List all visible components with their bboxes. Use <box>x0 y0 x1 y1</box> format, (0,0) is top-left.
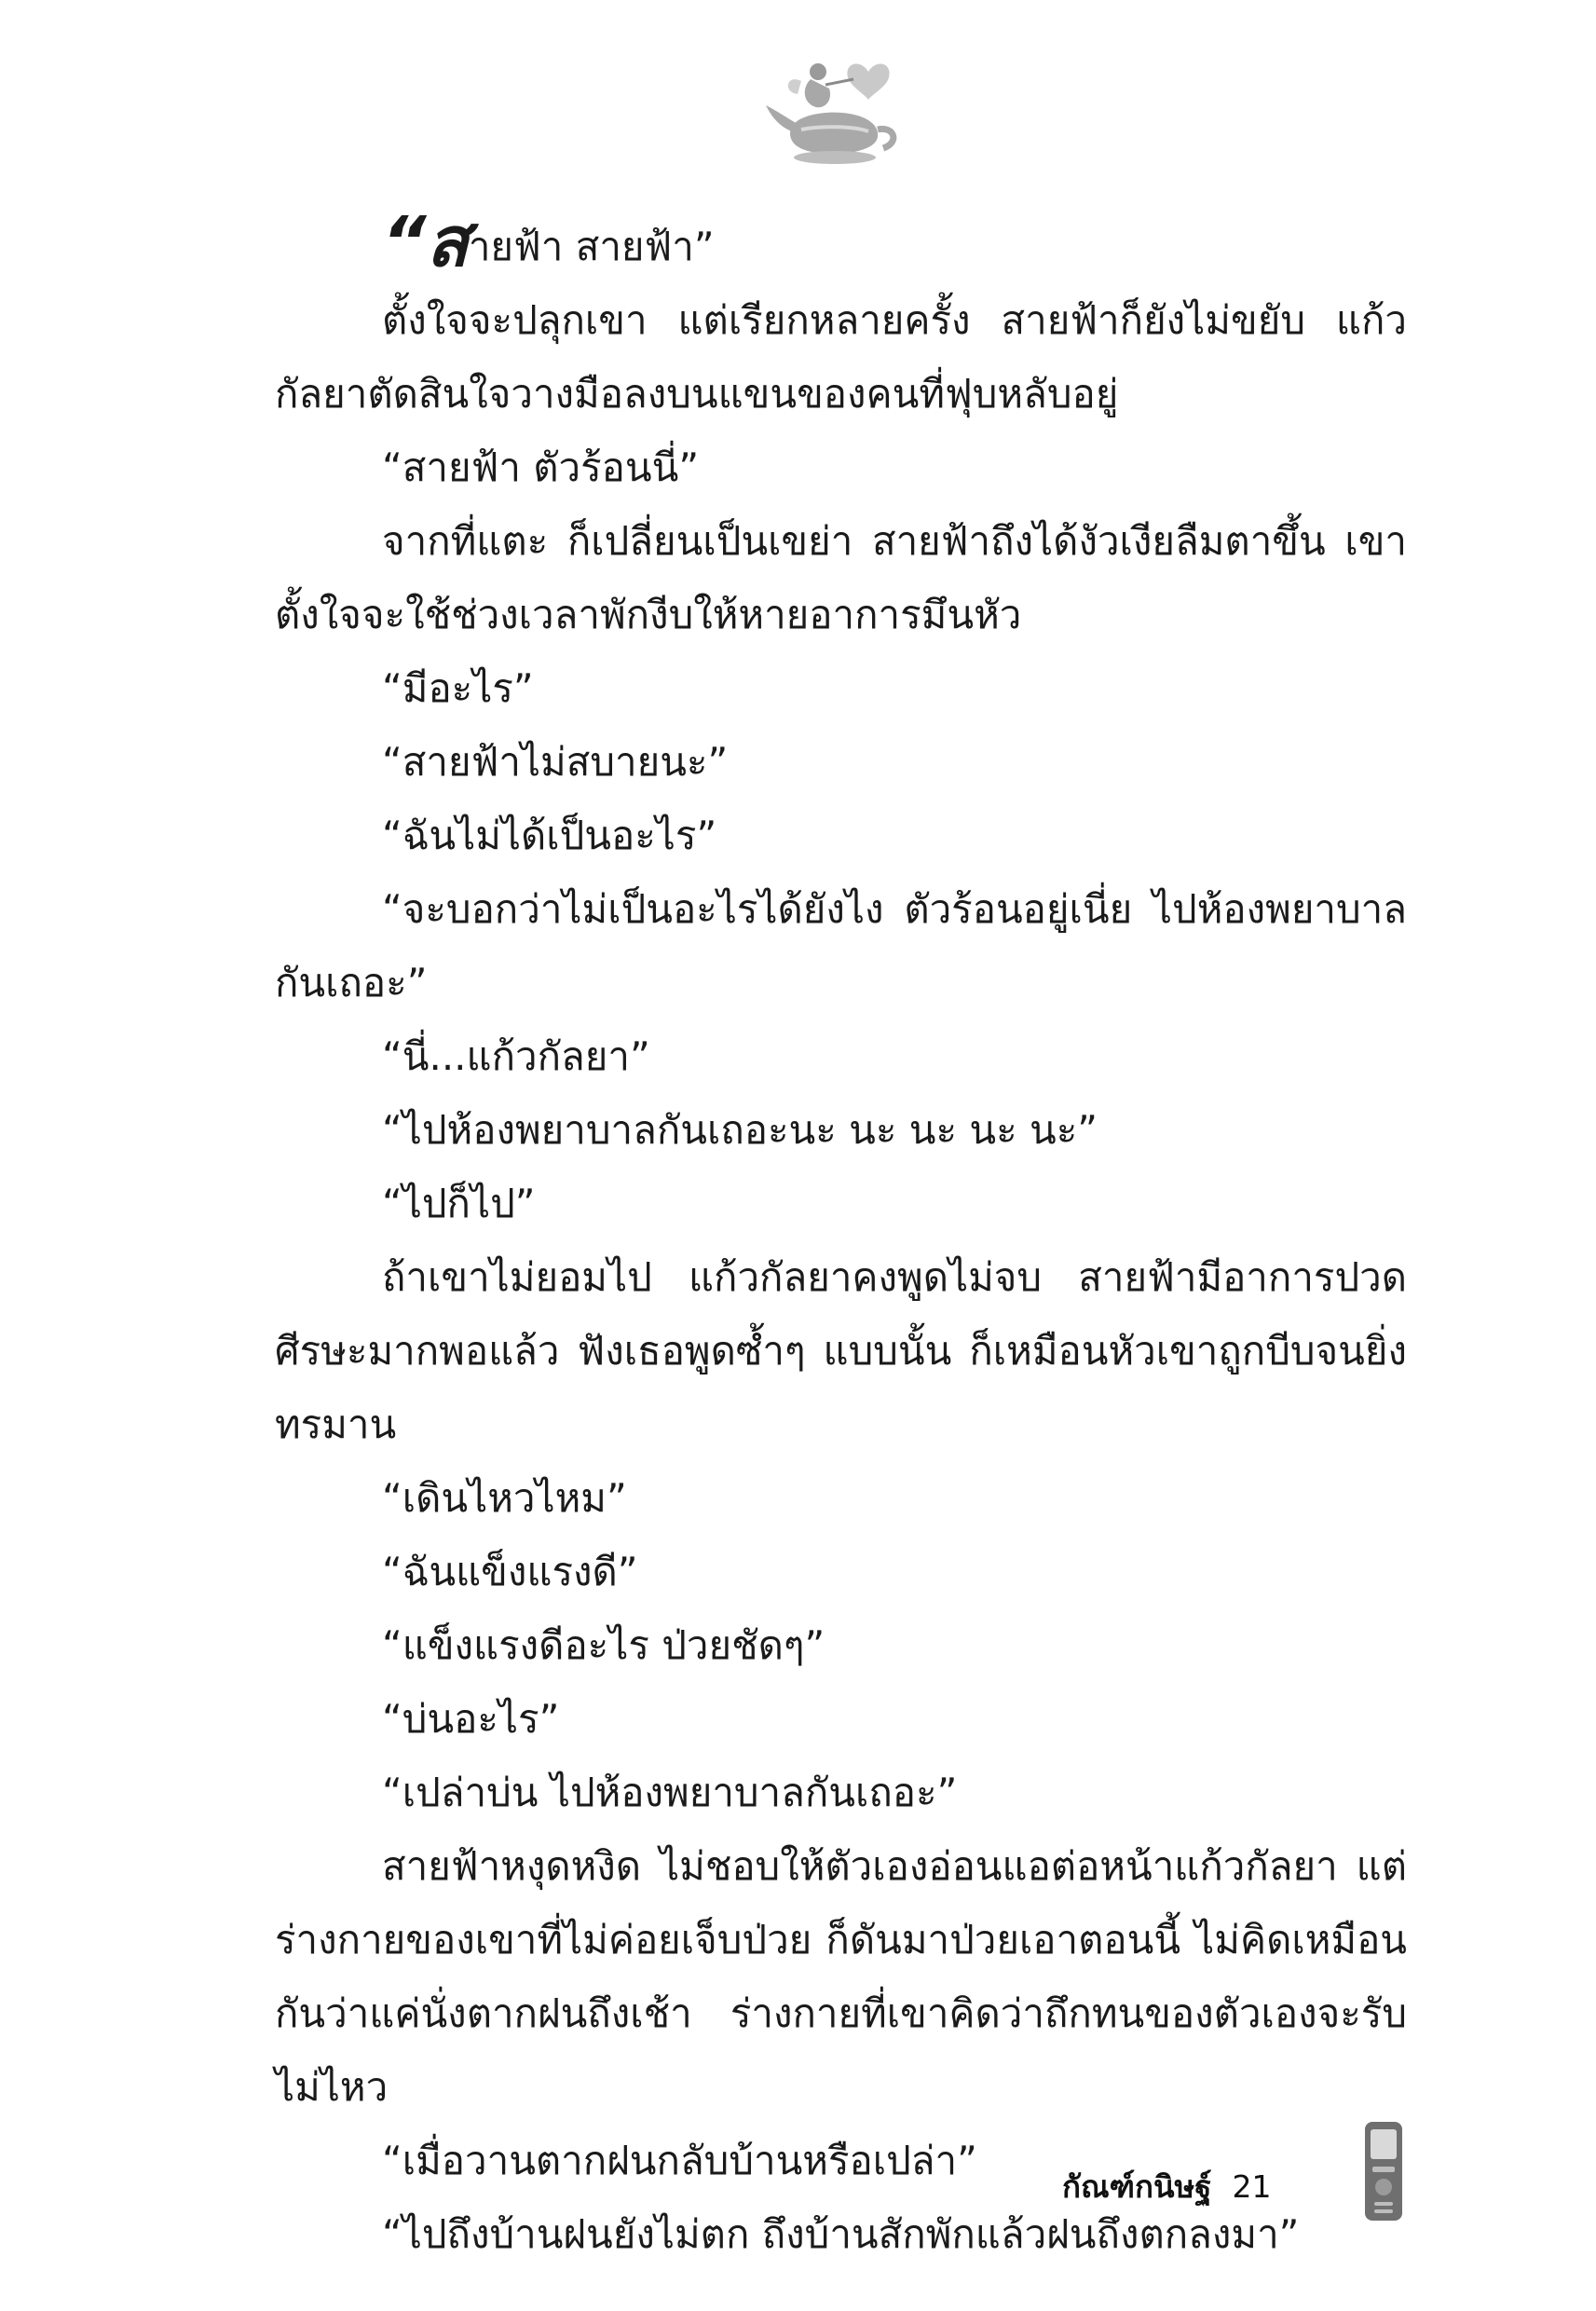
paragraph: “จะบอกว่าไม่เป็นอะไรได้ยังไง ตัวร้อนอยู่เนี่ย ไปห้องพยาบาลกันเถอะ” <box>275 886 1407 1005</box>
paragraph: “ไปห้องพยาบาลกันเถอะนะ นะ นะ นะ นะ” <box>382 1107 1098 1153</box>
story-text <box>275 202 1407 2271</box>
paragraph: “ไปก็ไป” <box>382 1181 536 1226</box>
paragraph: “สายฟ้า ตัวร้อนนี่” <box>382 444 700 490</box>
paragraph: ถ้าเขาไม่ยอมไป แก้วกัลยาคงพูดไม่จบ สายฟ้ามีอาการปวดศีรษะมากพอแล้ว ฟังเธอพูดซ้ำๆ แบบนั้น ก็เหมือนหัวเขาถูกบีบจนยิ่งทรมาน <box>275 1254 1407 1447</box>
author-name: กัณฑ์กนิษฐ์ <box>1062 2168 1212 2205</box>
paragraph: ตั้งใจจะปลุกเขา แต่เรียกหลายครั้ง สายฟ้าก็ยังไม่ขยับ แก้วกัลยาตัดสินใจวางมือลงบนแขนของคนที่ฟุบหลับอยู่ <box>275 297 1407 417</box>
drop-cap: “ส <box>382 202 469 282</box>
teapot-ornament-icon <box>764 51 904 172</box>
paragraph: “สายฟ้าไม่สบายนะ” <box>382 739 729 785</box>
paragraph: “ฉันแข็งแรงดี” <box>382 1549 638 1594</box>
paragraph: “ฉันไม่ได้เป็นอะไร” <box>382 813 717 858</box>
paragraph: “บ่นอะไร” <box>382 1696 560 1742</box>
paragraph: “เดินไหวไหม” <box>382 1475 627 1521</box>
page-footer <box>1062 2162 1272 2211</box>
paragraph: “นี่...แก้วกัลยา” <box>382 1033 650 1079</box>
paragraph: “เมื่อวานตากฝนกลับบ้านหรือเปล่า” <box>382 2138 977 2183</box>
paragraph: “มีอะไร” <box>382 665 534 711</box>
paragraph: “ไปถึงบ้านฝนยังไม่ตก ถึงบ้านสักพักแล้วฝนถึงตกลงมา” <box>382 2211 1300 2257</box>
voice-recorder-icon <box>1363 2120 1404 2222</box>
paragraph: “เปล่าบ่น ไปห้องพยาบาลกันเถอะ” <box>382 1770 958 1815</box>
paragraph: สายฟ้าหงุดหงิด ไม่ชอบให้ตัวเองอ่อนแอต่อหน้าแก้วกัลยา แต่ร่างกายของเขาที่ไม่ค่อยเจ็บป่วย ก็ดันมาป่วยเอาตอนนี้ ไม่คิดเหมือนกันว่าแค่นั่งตากฝนถึงเช้า ร่างกายที่เขาคิดว่าถึกทนของตัวเองจะรับไม่ไหว <box>275 1843 1407 2110</box>
paragraph: จากที่แตะ ก็เปลี่ยนเป็นเขย่า สายฟ้าถึงได้งัวเงียลืมตาขึ้น เขาตั้งใจจะใช้ช่วงเวลาพักงีบให้หายอาการมึนหัว <box>275 518 1407 637</box>
paragraph: “แข็งแรงดีอะไร ป่วยชัดๆ” <box>382 1622 825 1668</box>
page-number: 21 <box>1232 2168 1272 2205</box>
paragraph: “สายฟ้า สายฟ้า” <box>382 202 715 282</box>
